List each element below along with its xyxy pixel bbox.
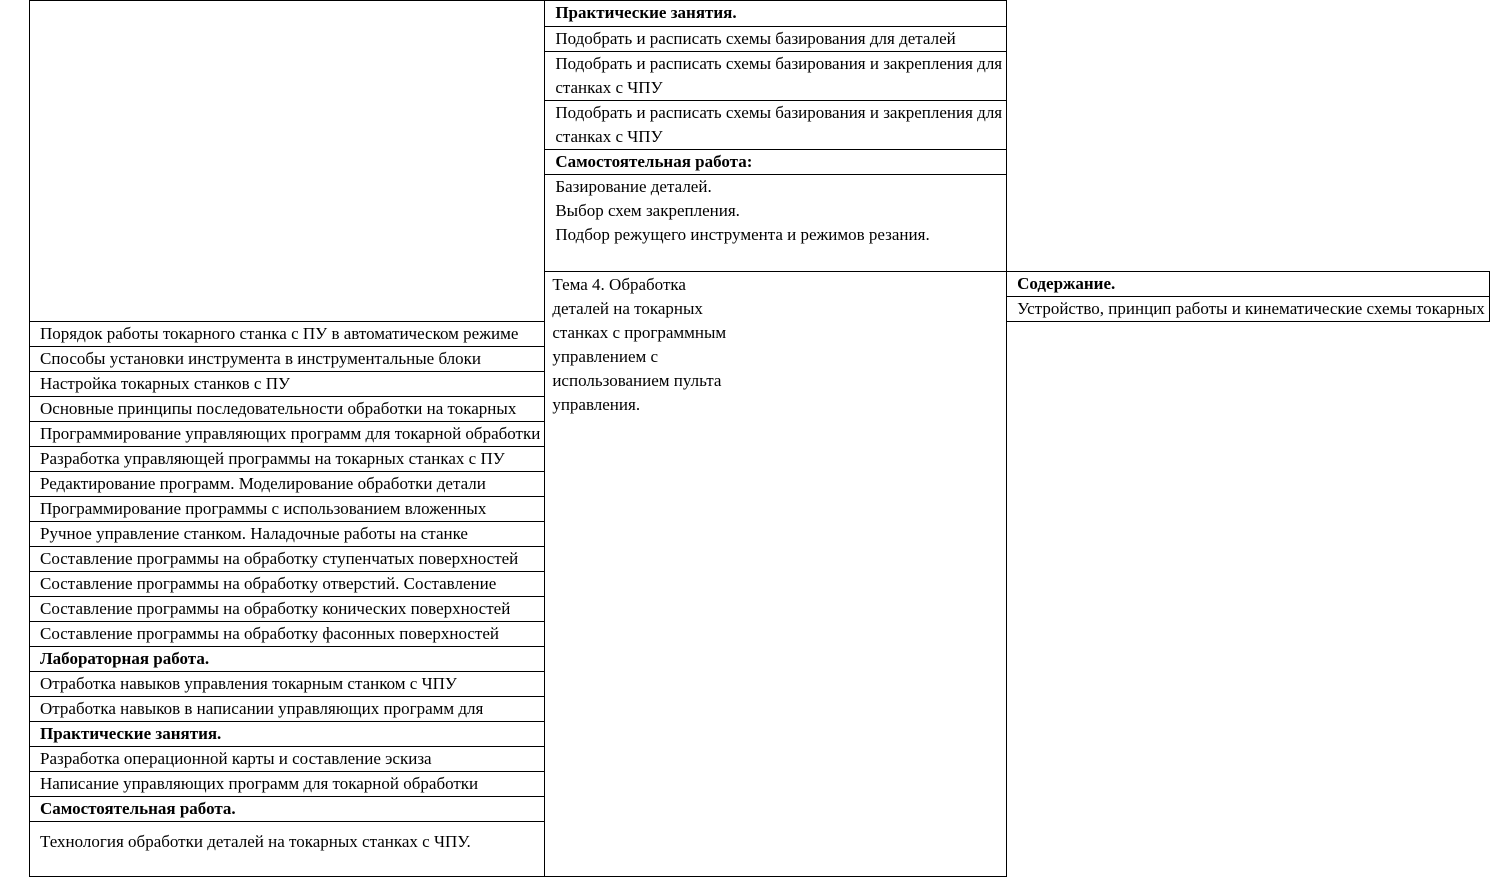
practical-item-line: станках с ЧПУ bbox=[555, 78, 663, 97]
content-item: Разработка управляющей программы на токарных станках с ПУ bbox=[30, 447, 545, 472]
practical-item: Написание управляющих программ для токарной обработки bbox=[30, 772, 545, 797]
content-item: Порядок работы токарного станка с ПУ в автоматическом режиме bbox=[30, 322, 545, 347]
topic-line: станках с программным bbox=[552, 323, 727, 342]
independent-item: Подбор режущего инструмента и режимов резания. bbox=[555, 225, 930, 244]
content-item: Редактирование программ. Моделирование обработки детали bbox=[30, 472, 545, 497]
topic-cell bbox=[545, 272, 1007, 877]
topic-line: управления. bbox=[552, 395, 641, 414]
content-item: Составление программы на обработку фасонных поверхностей bbox=[30, 622, 545, 647]
topic-line: деталей на токарных bbox=[552, 299, 703, 318]
independent-header: Самостоятельная работа: bbox=[545, 150, 1007, 175]
practical-header: Практические занятия. bbox=[30, 722, 545, 747]
content-item: Устройство, принцип работы и кинематические схемы токарных bbox=[1007, 297, 1490, 322]
practical-item bbox=[545, 101, 1007, 150]
practical-item-line: Подобрать и расписать схемы базирования и закрепления для bbox=[555, 54, 1003, 73]
content-item: Составление программы на обработку отверстий. Составление bbox=[30, 572, 545, 597]
independent-header: Самостоятельная работа. bbox=[30, 797, 545, 822]
content-item: Основные принципы последовательности обработки на токарных bbox=[30, 397, 545, 422]
lab-header: Лабораторная работа. bbox=[30, 647, 545, 672]
practical-header: Практические занятия. bbox=[545, 1, 1007, 27]
topic-line: использованием пульта bbox=[552, 371, 722, 390]
content-item: Составление программы на обработку конических поверхностей bbox=[30, 597, 545, 622]
practical-item bbox=[545, 52, 1007, 101]
practical-item-line: Подобрать и расписать схемы базирования и закрепления для bbox=[555, 103, 1003, 122]
practical-item: Разработка операционной карты и составление эскиза bbox=[30, 747, 545, 772]
content-item: Составление программы на обработку ступенчатых поверхностей bbox=[30, 547, 545, 572]
topic-line: Тема 4. Обработка bbox=[552, 275, 686, 294]
lab-item: Отработка навыков управления токарным станком с ЧПУ bbox=[30, 672, 545, 697]
practical-item-line: Подобрать и расписать схемы базирования для деталей bbox=[555, 29, 956, 48]
curriculum-table bbox=[29, 0, 1490, 877]
topic-cell-empty bbox=[30, 1, 545, 322]
independent-items bbox=[545, 175, 1007, 272]
practical-item bbox=[545, 27, 1007, 52]
topic-line: управлением с bbox=[552, 347, 659, 366]
independent-item: Технология обработки деталей на токарных станках с ЧПУ. bbox=[30, 822, 545, 877]
independent-item: Базирование деталей. bbox=[555, 177, 712, 196]
content-item: Программирование программы с использованием вложенных bbox=[30, 497, 545, 522]
content-item: Ручное управление станком. Наладочные работы на станке bbox=[30, 522, 545, 547]
table-row bbox=[30, 1, 1490, 27]
content-item: Способы установки инструмента в инструментальные блоки bbox=[30, 347, 545, 372]
content-header: Содержание. bbox=[1007, 272, 1490, 297]
independent-item: Выбор схем закрепления. bbox=[555, 201, 740, 220]
lab-item: Отработка навыков в написании управляющих программ для bbox=[30, 697, 545, 722]
content-item: Настройка токарных станков с ПУ bbox=[30, 372, 545, 397]
content-item: Программирование управляющих программ для токарной обработки bbox=[30, 422, 545, 447]
practical-item-line: станках с ЧПУ bbox=[555, 127, 663, 146]
